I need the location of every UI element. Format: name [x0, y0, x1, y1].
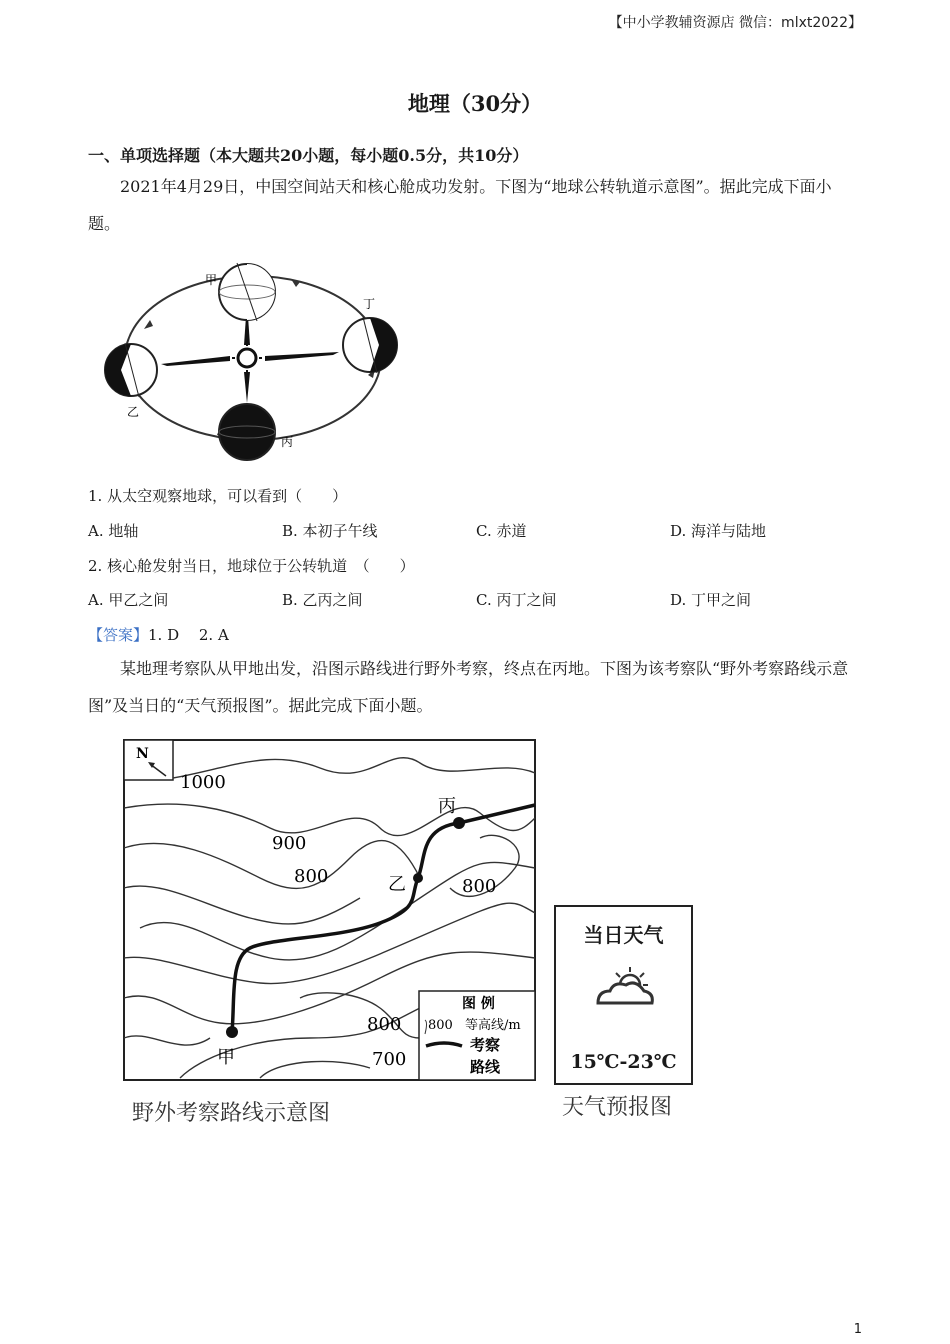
- route-map: [120, 738, 540, 1084]
- q1-option-d: D. 海洋与陆地: [670, 522, 767, 540]
- point-yi-icon: [413, 873, 423, 883]
- contour-label-1000: 1000: [180, 772, 226, 793]
- intro-paragraph-1: 2021年4月29日，中国空间站天和核心舱成功发射。下图为“地球公转轨道示意图”。据此完成下面小题。: [88, 177, 832, 233]
- q1-option-a: A. 地轴: [88, 522, 139, 540]
- intro-paragraph-2: 某地理考察队从甲地出发，沿图示路线进行野外考察，终点在丙地。下图为该考察队“野外考察路线示意图”及当日的“天气预报图”。据此完成下面小题。: [88, 659, 849, 715]
- q1-option-c: C. 赤道: [476, 522, 527, 540]
- earth-bing-icon: [219, 404, 275, 460]
- contour-label-800b: 800: [462, 876, 497, 897]
- answer-line: [88, 624, 229, 645]
- contour-label-900: 900: [272, 833, 307, 854]
- page-title: 地理（30分）: [407, 91, 543, 116]
- question-2-stem: 2. 核心舱发射当日，地球位于公转轨道 （ ）: [88, 557, 415, 575]
- sunlight-arrow-icon: [244, 372, 250, 403]
- weather-panel: [554, 905, 693, 1085]
- point-bing-icon: [453, 817, 465, 829]
- point-yi-label: 乙: [388, 874, 406, 895]
- route-map-caption: 野外考察路线示意图: [132, 1101, 331, 1126]
- orbit-label-yi: 乙: [127, 405, 140, 419]
- north-label: N: [136, 746, 149, 762]
- weather-title: 当日天气: [583, 923, 664, 947]
- orbit-arrow-icon: [144, 320, 153, 329]
- weather-caption: 天气预报图: [562, 1095, 673, 1120]
- orbit-label-ding: 丁: [363, 297, 376, 311]
- sunlight-arrow-icon: [265, 352, 339, 361]
- earth-yi-icon: [105, 343, 157, 397]
- weather-temp: 15℃-23℃: [570, 1051, 677, 1073]
- contour-label-800c: 800: [367, 1014, 402, 1035]
- q2-option-a: A. 甲乙之间: [88, 591, 169, 609]
- point-jia-label: 甲: [217, 1047, 235, 1068]
- q2-option-d: D. 丁甲之间: [670, 591, 752, 609]
- contour-label-800a: 800: [294, 866, 329, 887]
- sunlight-arrow-icon: [161, 356, 230, 366]
- sun-icon: [238, 349, 256, 367]
- question-1-stem: 1. 从太空观察地球，可以看到（ ）: [88, 487, 348, 505]
- page-header: 【中小学教辅资源店 微信：mlxt2022】: [608, 15, 862, 31]
- section-heading: 一、单项选择题（本大题共20小题，每小题0.5分，共10分）: [88, 146, 529, 165]
- legend-contour-label: 等高线/m: [465, 1018, 521, 1033]
- point-jia-icon: [226, 1026, 238, 1038]
- point-bing-label: 丙: [438, 796, 456, 817]
- earth-ding-icon: [343, 317, 397, 373]
- page-number: 1: [853, 1322, 862, 1337]
- orbit-diagram: [95, 250, 425, 470]
- contour-label-700: 700: [372, 1049, 407, 1070]
- legend-route-label-1: 考察: [470, 1036, 501, 1054]
- partly-cloudy-icon: [592, 963, 658, 1017]
- q1-option-b: B. 本初子午线: [282, 522, 378, 540]
- q2-option-b: B. 乙丙之间: [282, 591, 363, 609]
- legend-title: 图 例: [462, 996, 495, 1012]
- legend-contour-value: 800: [428, 1018, 453, 1033]
- answer-text: 1. D 2. A: [148, 626, 229, 644]
- legend-route-label-2: 路线: [470, 1058, 501, 1076]
- earth-jia-icon: [219, 263, 275, 321]
- orbit-label-jia: 甲: [205, 273, 218, 287]
- answer-tag: 【答案】: [88, 626, 149, 644]
- q2-option-c: C. 丙丁之间: [476, 591, 557, 609]
- orbit-label-bing: 丙: [281, 435, 294, 449]
